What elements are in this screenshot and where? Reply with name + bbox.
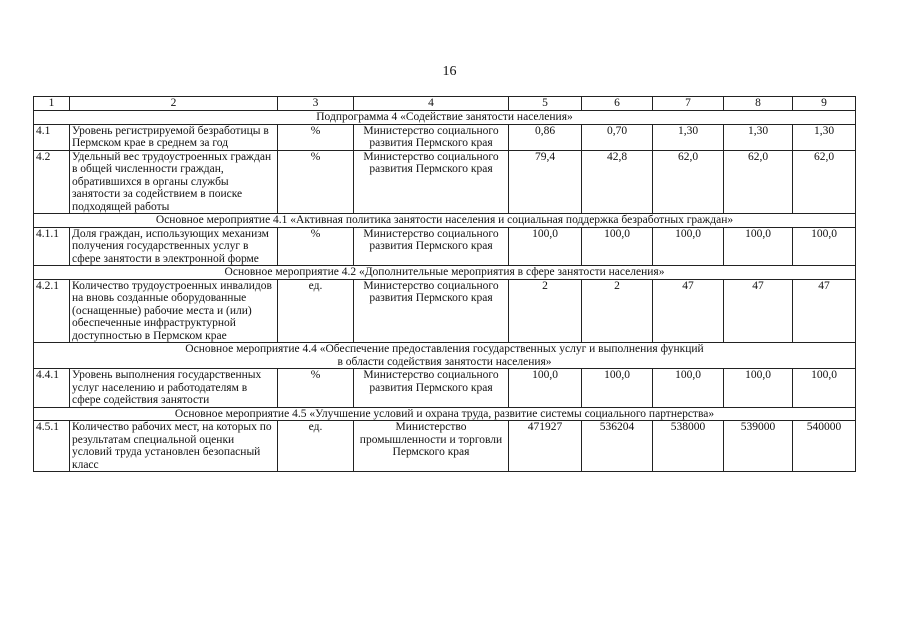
column-number: 9 [793,97,856,111]
column-number: 2 [70,97,278,111]
indicator-unit: ед. [278,279,354,343]
indicator-value: 100,0 [793,369,856,408]
column-number: 5 [509,97,582,111]
section-title-line: Основное мероприятие 4.5 «Улучшение условий и охрана труда, развитие системы социального партнерства» [174,407,715,420]
section-title [34,111,856,125]
indicator-value: 0,70 [582,124,653,150]
indicator-value: 42,8 [582,150,653,214]
indicator-value: 1,30 [724,124,793,150]
indicator-row [34,124,856,150]
section-title-line: в области содействия занятости населения» [337,355,552,368]
indicator-value: 100,0 [793,227,856,266]
indicator-unit: % [278,124,354,150]
section-row [34,343,856,369]
indicator-unit: ед. [278,421,354,472]
indicator-number: 4.4.1 [34,369,70,408]
indicator-value: 2 [509,279,582,343]
column-number: 8 [724,97,793,111]
responsible-body: Министерство промышленности и торговли Пермского края [354,421,509,472]
section-row [34,111,856,125]
indicator-value: 47 [793,279,856,343]
column-number: 1 [34,97,70,111]
responsible-body: Министерство социального развития Пермского края [354,150,509,214]
responsible-body: Министерство социального развития Пермского края [354,279,509,343]
indicators-table [33,96,856,472]
section-row [34,407,856,421]
section-title-line: Основное мероприятие 4.4 «Обеспечение предоставления государственных услуг и выполнения функций [185,343,704,355]
indicator-value: 100,0 [653,369,724,408]
indicator-row [34,227,856,266]
section-title-line: Основное мероприятие 4.2 «Дополнительные мероприятия в сфере занятости населения» [224,266,665,278]
indicator-value: 471927 [509,421,582,472]
indicator-value: 62,0 [793,150,856,214]
section-title [34,266,856,280]
indicator-value: 1,30 [793,124,856,150]
section-title [34,407,856,421]
indicator-value: 100,0 [724,227,793,266]
column-number: 7 [653,97,724,111]
indicator-value: 100,0 [509,227,582,266]
column-number: 4 [354,97,509,111]
indicator-value: 100,0 [582,369,653,408]
indicator-value: 47 [653,279,724,343]
section-title [34,214,856,228]
column-number: 3 [278,97,354,111]
indicator-unit: % [278,369,354,408]
indicator-value: 47 [724,279,793,343]
indicator-value: 62,0 [653,150,724,214]
indicator-number: 4.5.1 [34,421,70,472]
indicator-name: Доля граждан, использующих механизм получения государственных услуг в сфере занятости в электронной форме [70,227,278,266]
page-number: 16 [442,64,457,79]
indicator-value: 62,0 [724,150,793,214]
indicator-unit: % [278,227,354,266]
indicator-value: 100,0 [724,369,793,408]
indicator-value: 79,4 [509,150,582,214]
indicator-value: 538000 [653,421,724,472]
indicator-value: 100,0 [653,227,724,266]
section-title [34,343,856,369]
responsible-body: Министерство социального развития Пермского края [354,124,509,150]
section-row [34,266,856,280]
indicator-value: 540000 [793,421,856,472]
indicator-unit: % [278,150,354,214]
indicator-value: 536204 [582,421,653,472]
table-body [34,97,856,472]
indicator-row [34,369,856,408]
indicator-value: 100,0 [582,227,653,266]
indicator-row [34,150,856,214]
indicator-row [34,421,856,472]
indicator-name: Удельный вес трудоустроенных граждан в общей численности граждан, обратившихся в органы службы занятости за содействием в поиске подходящей работы [70,150,278,214]
indicator-value: 539000 [724,421,793,472]
indicator-name: Количество рабочих мест, на которых по результатам специальной оценки условий труда установлен безопасный класс [70,421,278,472]
indicator-number: 4.1 [34,124,70,150]
section-row [34,214,856,228]
section-title-line: Подпрограмма 4 «Содействие занятости населения» [316,111,573,123]
indicator-number: 4.1.1 [34,227,70,266]
column-number: 6 [582,97,653,111]
column-number-row [34,97,856,111]
responsible-body: Министерство социального развития Пермского края [354,369,509,408]
indicator-number: 4.2 [34,150,70,214]
indicator-number: 4.2.1 [34,279,70,343]
indicator-name: Уровень выполнения государственных услуг населению и работодателям в сфере содействия занятости [70,369,278,408]
indicator-value: 100,0 [509,369,582,408]
indicator-name: Уровень регистрируемой безработицы в Пермском крае в среднем за год [70,124,278,150]
indicator-name: Количество трудоустроенных инвалидов на вновь созданные оборудованные (оснащенные) рабочие места и (или) обеспеченные инфраструктурной доступностью в Пермском крае [70,279,278,343]
section-title-line: Основное мероприятие 4.1 «Активная политика занятости населения и социальная поддержка безработных граждан» [155,214,734,226]
indicator-value: 2 [582,279,653,343]
indicator-value: 0,86 [509,124,582,150]
indicator-value: 1,30 [653,124,724,150]
responsible-body: Министерство социального развития Пермского края [354,227,509,266]
indicator-row [34,279,856,343]
